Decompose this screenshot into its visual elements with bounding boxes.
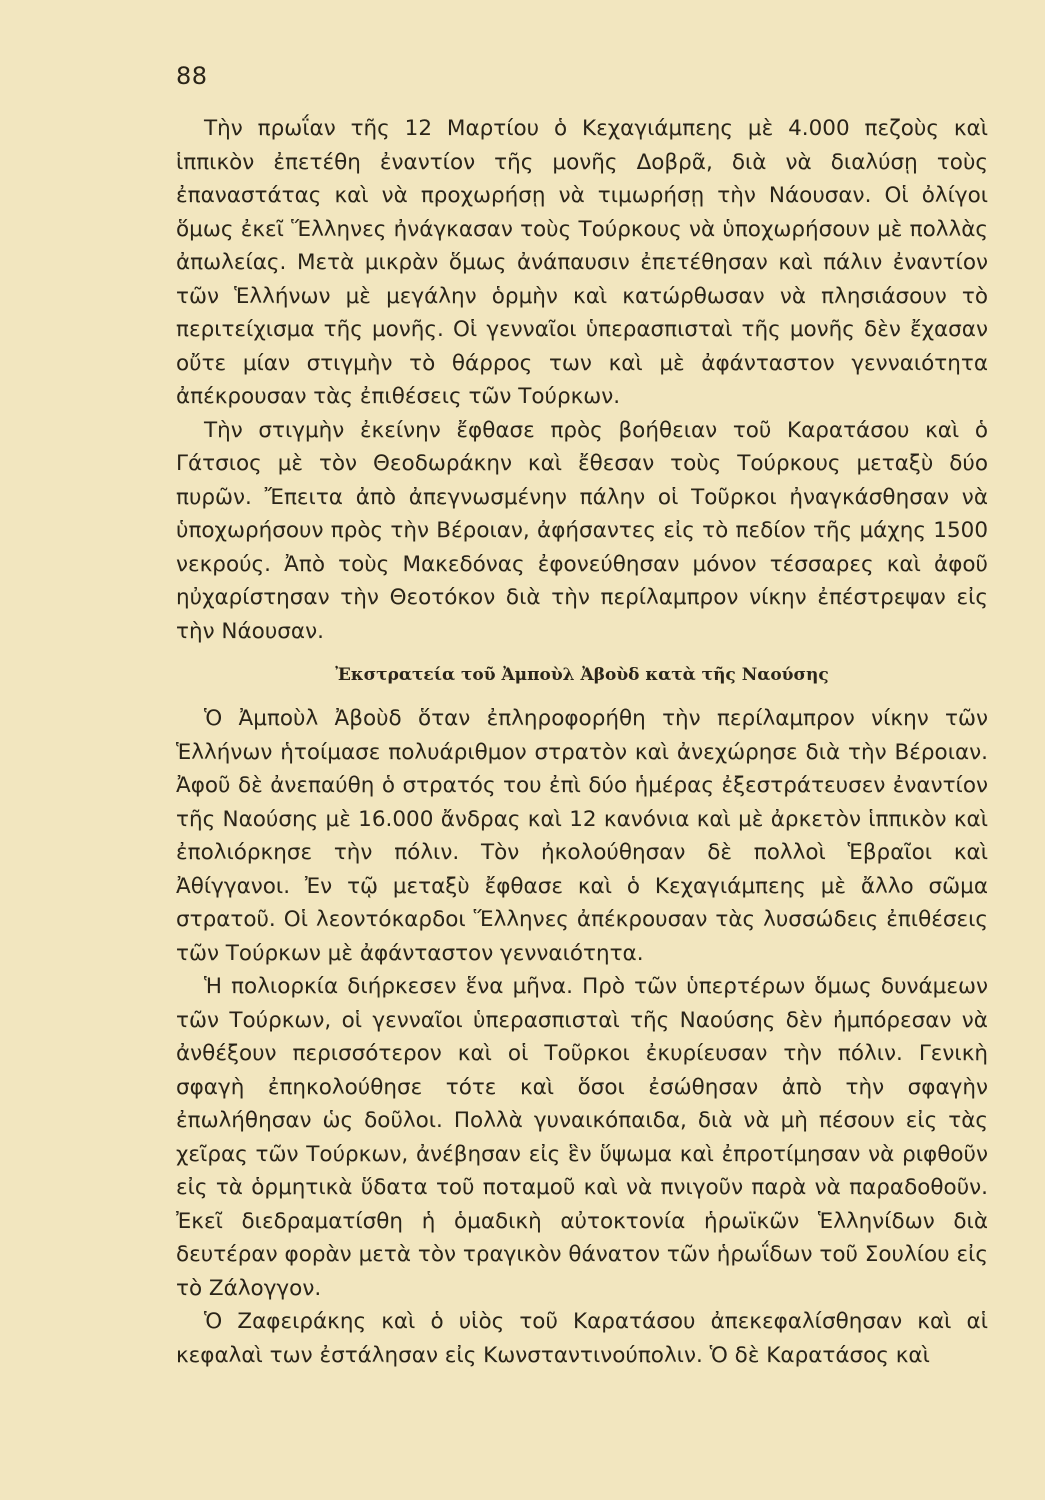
paragraph: Τὴν στιγμὴν ἐκείνην ἔφθασε πρὸς βοήθειαν τοῦ Καρατάσου καὶ ὁ Γάτσιος μὲ τὸν Θεοδωράκην καὶ ἔθεσαν τοὺς Τούρκους μεταξὺ δύο πυρῶν. Ἔπειτα ἀπὸ ἀπεγνωσμένην πάλην οἱ Τοῦρκοι ἠναγκάσθησαν νὰ ὑποχωρήσουν πρὸς τὴν Βέροιαν, ἀφήσαντες εἰς τὸ πεδίον τῆς μάχης 1500 νεκρούς. Ἀπὸ τοὺς Μακεδόνας ἐφονεύθησαν μόνον τέσσαρες καὶ ἀφοῦ ηὐχαρίστησαν τὴν Θεοτόκον διὰ τὴν περίλαμπρον νίκην ἐπέστρεψαν εἰς τὴν Νάουσαν. (176, 417, 988, 644)
paragraph: Ὁ Ἀμποὺλ Ἀβοὺδ ὅταν ἐπληροφορήθη τὴν περίλαμπρον νίκην τῶν Ἑλλήνων ἡτοίμασε πολυάριθμον στρατὸν καὶ ἀνεχώρησε διὰ τὴν Βέροιαν. Ἀφοῦ δὲ ἀνεπαύθη ὁ στρατός του ἐπὶ δύο ἡμέρας ἐξεστράτευσεν ἐναντίον τῆς Ναούσης μὲ 16.000 ἄνδρας καὶ 12 κανόνια καὶ μὲ ἀρκετὸν ἱππικὸν καὶ ἐπολιόρκησε τὴν πόλιν. Τὸν ἠκολούθησαν δὲ πολλοὶ Ἑβραῖοι καὶ Ἀθίγγανοι. Ἐν τῷ μεταξὺ ἔφθασε καὶ ὁ Κεχαγιάμπεης μὲ ἄλλο σῶμα στρατοῦ. Οἱ λεοντόκαρδοι Ἕλληνες ἀπέκρουσαν τὰς λυσσώδεις ἐπιθέσεις τῶν Τούρκων μὲ ἀφάνταστον γενναιότητα. (176, 706, 988, 966)
paragraph: Ἡ πολιορκία διήρκεσεν ἕνα μῆνα. Πρὸ τῶν ὑπερτέρων ὅμως δυνάμεων τῶν Τούρκων, οἱ γενναῖοι ὑπερασπισταὶ τῆς Ναούσης δὲν ἠμπόρεσαν νὰ ἀνθέξουν περισσότερον καὶ οἱ Τοῦρκοι ἐκυρίευσαν τὴν πόλιν. Γενικὴ σφαγὴ ἐπηκολούθησε τότε καὶ ὅσοι ἐσώθησαν ἀπὸ τὴν σφαγὴν ἐπωλήθησαν ὡς δοῦλοι. Πολλὰ γυναικόπαιδα, διὰ νὰ μὴ πέσουν εἰς τὰς χεῖρας τῶν Τούρκων, ἀνέβησαν εἰς ἓν ὕψωμα καὶ ἐπροτίμησαν νὰ ριφθοῦν εἰς τὰ ὁρμητικὰ ὕδατα τοῦ ποταμοῦ καὶ νὰ πνιγοῦν παρὰ νὰ παραδοθοῦν. Ἐκεῖ διεδραματίσθη ἡ ὁμαδικὴ αὐτοκτονία ἡρωϊκῶν Ἑλληνίδων διὰ δευτέραν φορὰν μετὰ τὸν τραγικὸν θάνατον τῶν ἡρωΐδων τοῦ Σουλίου εἰς τὸ Ζάλογγον. (176, 974, 988, 1301)
text-block-bottom (176, 702, 988, 1372)
page-number: 88 (176, 62, 208, 90)
paragraph: Ὁ Ζαφειράκης καὶ ὁ υἱὸς τοῦ Καρατάσου ἀπεκεφαλίσθησαν καὶ αἱ κεφαλαὶ των ἐστάλησαν εἰς Κωνσταντινούπολιν. Ὁ δὲ Καρατάσος καὶ (176, 1309, 988, 1368)
paragraph: Τὴν πρωΐαν τῆς 12 Μαρτίου ὁ Κεχαγιάμπεης μὲ 4.000 πεζοὺς καὶ ἱππικὸν ἐπετέθη ἐναντίον τῆς μονῆς Δοβρᾶ, διὰ νὰ διαλύσῃ τοὺς ἐπαναστάτας καὶ νὰ προχωρήσῃ νὰ τιμωρήσῃ τὴν Νάουσαν. Οἱ ὀλίγοι ὅμως ἐκεῖ Ἕλληνες ἠνάγκασαν τοὺς Τούρκους νὰ ὑποχωρήσουν μὲ πολλὰς ἀπωλείας. Μετὰ μικρὰν ὅμως ἀνάπαυσιν ἐπετέθησαν καὶ πάλιν ἐναντίον τῶν Ἑλλήνων μὲ μεγάλην ὁρμὴν καὶ κατώρθωσαν νὰ πλησιάσουν τὸ περιτείχισμα τῆς μονῆς. Οἱ γενναῖοι ὑπερασπισταὶ τῆς μονῆς δὲν ἔχασαν οὔτε μίαν στιγμὴν τὸ θάρρος των καὶ μὲ ἀφάνταστον γενναιότητα ἀπέκρουσαν τὰς ἐπιθέσεις τῶν Τούρκων. (176, 116, 988, 409)
section-heading: Ἐκστρατεία τοῦ Ἀμποὺλ Ἀβοὺδ κατὰ τῆς Ναούσης (335, 665, 829, 685)
text-block-top (176, 112, 988, 648)
